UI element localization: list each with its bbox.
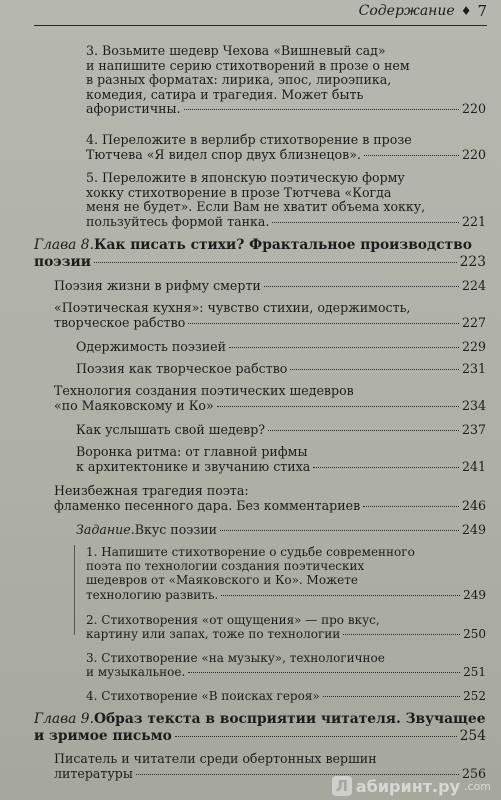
entry-text: 3. Стихотворение «на музыку», технологичное — [86, 651, 385, 665]
chapter-label: Глава 8. — [34, 237, 94, 253]
toc-entry — [86, 44, 486, 117]
dot-leader — [220, 530, 459, 531]
entry-text: поэзии — [34, 253, 91, 270]
entry-line — [34, 237, 486, 254]
entry-line — [54, 399, 486, 414]
toc-entry — [54, 384, 486, 413]
entry-text: афористичны. — [86, 101, 181, 117]
entry-text: Как услышать свой шедевр? — [76, 422, 266, 437]
entry-text: 4. Переложите в верлибр стихотворение в прозе — [86, 132, 412, 147]
entry-page-number: 221 — [461, 213, 486, 229]
entry-line — [76, 423, 486, 438]
entry-text: литературы — [54, 765, 133, 781]
entry-text: «по Маяковскому и Ко» — [54, 397, 214, 413]
entry-page-number: 223 — [459, 253, 486, 270]
entry-text: Тютчева «Я видел спор двух близнецов». — [86, 146, 361, 162]
entry-line — [54, 384, 486, 399]
entry-page-number: 220 — [461, 101, 486, 117]
entry-line — [86, 613, 486, 627]
entry-line — [86, 588, 486, 602]
entry-text: Технология создания поэтических шедевров — [54, 383, 354, 398]
chapter-label: Глава 9. — [34, 711, 94, 727]
task-label: Задание. — [76, 522, 135, 537]
entry-text: Поэзия как творческое рабство — [76, 361, 288, 376]
entry-text: 4. Стихотворение «В поисках героя» — [86, 689, 320, 703]
entry-text: и напишите серию стихотворений в прозе о нем — [86, 57, 410, 73]
entry-page-number: 227 — [461, 314, 486, 330]
entry-line — [86, 59, 486, 74]
dot-leader — [272, 222, 459, 223]
dot-leader — [229, 347, 459, 348]
entry-text: Образ текста в восприятии читателя. Звучащее — [93, 711, 486, 727]
entry-text: Писатель и читатели среди обертонных вершин — [54, 751, 377, 766]
entry-text: 2. Стихотворения «от ощущения» — про вкус, — [86, 613, 380, 627]
labirint-logo-icon: Л — [332, 776, 352, 796]
entry-text: к архитектонике и звучанию стиха — [76, 458, 311, 474]
entry-line — [76, 362, 486, 377]
toc-entry — [54, 279, 486, 294]
entry-line — [76, 445, 486, 460]
labirint-watermark — [332, 776, 491, 796]
entry-text: 3. Возьмите шедевр Чехова «Вишневый сад» — [86, 43, 386, 58]
toc-entry — [86, 545, 486, 602]
entry-line — [54, 316, 486, 331]
toc-entry — [76, 423, 486, 438]
entry-page-number: 220 — [461, 146, 486, 162]
entry-text: картину или запах, тоже по технологии — [86, 627, 341, 642]
entry-line — [86, 665, 486, 679]
toc-entry — [54, 301, 486, 330]
entry-text: «Поэтическая кухня»: чувство стихии, одержимость, — [54, 300, 411, 315]
entry-text: Поэзия жизни в рифму смерти — [54, 278, 261, 293]
entry-line — [86, 44, 486, 59]
entry-text: Воронка ритма: от главной рифмы — [76, 444, 308, 459]
dot-leader — [188, 672, 460, 673]
entry-text: меня не будет». Если Вам не хватит объема хокку, — [86, 199, 426, 215]
toc-entry — [76, 445, 486, 474]
entry-page-number: 251 — [463, 665, 486, 680]
dot-leader — [313, 467, 459, 468]
entry-text: 5. Переложите в японскую поэтическую форму — [86, 170, 405, 185]
entry-page-number: 224 — [461, 278, 486, 293]
dot-leader — [363, 506, 459, 507]
entry-page-number: 229 — [461, 339, 486, 354]
entry-page-number: 249 — [463, 587, 486, 602]
entry-page-number: 237 — [461, 422, 486, 437]
header-rule — [34, 25, 487, 26]
running-header — [359, 2, 487, 20]
dot-leader — [175, 736, 457, 737]
entry-line — [86, 73, 486, 88]
dot-leader — [136, 774, 459, 775]
entry-page-number: 249 — [461, 522, 486, 537]
dot-leader — [184, 109, 459, 110]
entry-line — [86, 573, 486, 587]
entry-line — [76, 523, 486, 538]
entry-text: технологию развить. — [86, 587, 219, 602]
entry-line — [86, 627, 486, 641]
entry-line — [86, 186, 486, 201]
dot-leader — [290, 369, 459, 370]
page-number: 7 — [477, 2, 487, 20]
entry-text: в разных форматах: лирика, эпос, лироэпика, — [86, 72, 392, 88]
entry-page-number: 231 — [461, 361, 486, 376]
dot-leader — [264, 286, 459, 287]
entry-line — [54, 484, 486, 499]
entry-line — [86, 651, 486, 665]
entry-line — [34, 254, 486, 271]
entry-page-number: 234 — [461, 397, 486, 413]
toc-entry — [76, 362, 486, 377]
entry-line — [86, 102, 486, 117]
toc-entry — [86, 689, 486, 703]
entry-line — [54, 279, 486, 294]
toc-entry — [76, 340, 486, 355]
entry-line — [76, 340, 486, 355]
entry-line — [54, 301, 486, 316]
dot-leader — [343, 634, 460, 635]
entry-page-number: 250 — [463, 627, 486, 642]
entry-text: творческое рабство — [54, 314, 186, 330]
entry-line — [54, 752, 486, 767]
dot-leader — [268, 430, 459, 431]
entry-line — [86, 88, 486, 103]
entry-line — [86, 171, 486, 186]
dot-leader — [323, 696, 460, 697]
dot-leader — [364, 155, 459, 156]
entry-line — [86, 148, 486, 163]
entry-text: Одержимость поэзией — [76, 339, 226, 354]
toc-entry — [86, 651, 486, 679]
section-title: Содержание — [358, 3, 455, 19]
entry-text: и зримое письмо — [34, 727, 172, 744]
entry-text: 1. Напишите стихотворение о судьбе современного — [86, 545, 415, 559]
entry-page-number: 254 — [459, 727, 486, 744]
dot-leader — [221, 595, 460, 596]
dot-leader — [188, 323, 459, 324]
entry-page-number: 246 — [461, 497, 486, 513]
entry-text: и музыкальное. — [86, 665, 186, 680]
entry-text: шедевров от «Маяковского и Ко». Можете — [86, 573, 358, 588]
entry-page-number: 241 — [461, 458, 486, 474]
entry-text: Вкус поэзии — [134, 522, 217, 537]
toc-entry — [86, 133, 486, 162]
toc-entry — [54, 484, 486, 513]
toc-entry — [86, 171, 486, 229]
entry-line — [76, 460, 486, 475]
chapter-entry — [34, 237, 486, 270]
toc-entry — [76, 523, 486, 538]
entry-page-number: 256 — [461, 765, 486, 781]
entry-page-number: 252 — [463, 689, 486, 703]
entry-line — [86, 200, 486, 215]
chapter-entry — [34, 711, 486, 744]
entry-line — [54, 499, 486, 514]
entry-line — [86, 545, 486, 559]
dot-leader — [217, 406, 459, 407]
entry-line — [34, 728, 486, 745]
toc-entry — [86, 613, 486, 641]
entry-line — [86, 215, 486, 230]
diamond-icon: ♦ — [460, 4, 472, 18]
entry-line — [86, 689, 486, 703]
dot-leader — [94, 262, 457, 263]
entry-line — [86, 559, 486, 573]
entry-text: поэта по технологии создания поэтических — [86, 559, 365, 574]
entry-text: хокку стихотворение в прозе Тютчева «Когда — [86, 184, 392, 200]
entry-text: Как писать стихи? Фрактальное производство — [93, 237, 472, 253]
entry-text: фламенко песенного дара. Без комментариев — [54, 497, 361, 513]
entry-line — [34, 711, 486, 728]
entry-line — [86, 133, 486, 148]
watermark-brand: абиринт.ру — [355, 776, 460, 796]
entry-text: Неизбежная трагедия поэта: — [54, 483, 249, 498]
entry-text: комедия, сатира и трагедия. Может быть — [86, 86, 364, 102]
entry-text: пользуйтесь формой танка. — [86, 213, 270, 229]
watermark-suffix: .com — [464, 779, 491, 793]
